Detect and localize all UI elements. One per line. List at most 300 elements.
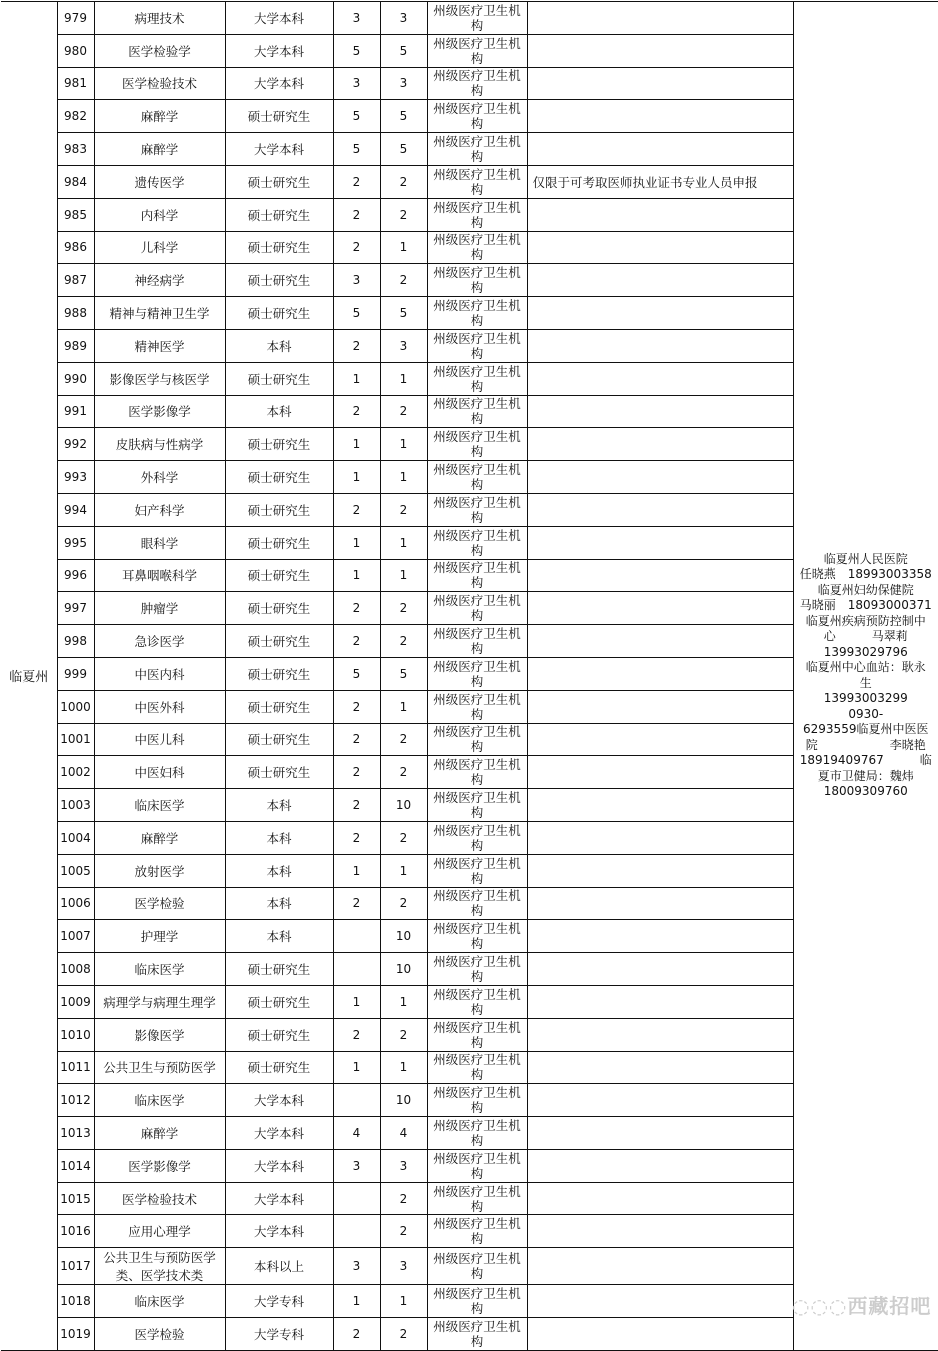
institution-type-cell: 州级医疗卫生机构 [427,985,527,1018]
quota-cell: 1 [380,690,427,723]
note-cell [527,67,793,100]
major-cell: 内科学 [94,198,225,231]
position-number: 1018 [57,1285,94,1318]
major-cell: 外科学 [94,461,225,494]
education-cell: 硕士研究生 [225,362,333,395]
note-cell [527,1084,793,1117]
position-number: 987 [57,264,94,297]
position-number: 1014 [57,1149,94,1182]
count-cell: 1 [333,559,380,592]
institution-type-cell: 州级医疗卫生机构 [427,559,527,592]
count-cell: 3 [333,1149,380,1182]
count-cell [333,953,380,986]
major-cell: 儿科学 [94,231,225,264]
major-cell: 麻醉学 [94,1117,225,1150]
note-cell [527,133,793,166]
note-cell [527,756,793,789]
position-number: 990 [57,362,94,395]
institution-type-cell: 州级医疗卫生机构 [427,821,527,854]
quota-cell: 1 [380,231,427,264]
quota-cell: 5 [380,657,427,690]
quota-cell: 2 [380,592,427,625]
education-cell: 大学本科 [225,67,333,100]
major-cell: 临床医学 [94,953,225,986]
count-cell: 3 [333,67,380,100]
position-number: 986 [57,231,94,264]
quota-cell: 2 [380,756,427,789]
position-number: 981 [57,67,94,100]
major-cell: 眼科学 [94,526,225,559]
note-cell [527,887,793,920]
major-cell: 医学检验 [94,887,225,920]
education-cell: 硕士研究生 [225,231,333,264]
institution-type-cell: 州级医疗卫生机构 [427,67,527,100]
major-cell: 妇产科学 [94,493,225,526]
count-cell: 5 [333,297,380,330]
count-cell: 3 [333,2,380,35]
quota-cell: 3 [380,1149,427,1182]
position-number: 998 [57,625,94,658]
count-cell: 2 [333,756,380,789]
major-cell: 中医内科 [94,657,225,690]
count-cell: 1 [333,985,380,1018]
position-number: 979 [57,2,94,35]
position-number: 1002 [57,756,94,789]
quota-cell: 3 [380,2,427,35]
quota-cell: 2 [380,1318,427,1351]
institution-type-cell: 州级医疗卫生机构 [427,920,527,953]
contact-line: 院 李晓艳 [805,737,926,752]
major-cell: 中医儿科 [94,723,225,756]
major-cell: 影像医学 [94,1018,225,1051]
count-cell: 5 [333,34,380,67]
major-cell: 皮肤病与性病学 [94,428,225,461]
education-cell: 本科 [225,854,333,887]
quota-cell: 5 [380,133,427,166]
position-number: 988 [57,297,94,330]
quota-cell: 3 [380,1248,427,1285]
education-cell: 硕士研究生 [225,198,333,231]
education-cell: 大学本科 [225,2,333,35]
quota-cell: 2 [380,165,427,198]
note-cell [527,100,793,133]
position-number: 989 [57,329,94,362]
institution-type-cell: 州级医疗卫生机构 [427,1117,527,1150]
major-cell: 临床医学 [94,789,225,822]
count-cell: 2 [333,165,380,198]
quota-cell: 1 [380,985,427,1018]
contact-line: 临夏州妇幼保健院 [817,582,914,597]
major-cell: 急诊医学 [94,625,225,658]
education-cell: 大学本科 [225,1215,333,1248]
note-cell [527,1149,793,1182]
institution-type-cell: 州级医疗卫生机构 [427,1051,527,1084]
education-cell: 本科以上 [225,1248,333,1285]
education-cell: 本科 [225,395,333,428]
major-cell: 医学检验 [94,1318,225,1351]
position-number: 1005 [57,854,94,887]
institution-type-cell: 州级医疗卫生机构 [427,297,527,330]
institution-type-cell: 州级医疗卫生机构 [427,329,527,362]
contact-line: 6293559临夏州中医医 [803,722,929,737]
quota-cell: 2 [380,625,427,658]
note-cell [527,461,793,494]
count-cell: 2 [333,789,380,822]
major-cell: 医学检验技术 [94,1182,225,1215]
institution-type-cell: 州级医疗卫生机构 [427,165,527,198]
contact-line: 18009309760 [823,784,908,799]
institution-type-cell: 州级医疗卫生机构 [427,887,527,920]
contact-cell [793,2,938,1351]
education-cell: 硕士研究生 [225,723,333,756]
note-cell [527,953,793,986]
contact-line: 临夏州疾病预防控制中 [805,613,926,628]
position-number: 1008 [57,953,94,986]
institution-type-cell: 州级医疗卫生机构 [427,1018,527,1051]
note-cell [527,428,793,461]
count-cell: 1 [333,526,380,559]
quota-cell: 3 [380,329,427,362]
major-cell: 麻醉学 [94,821,225,854]
count-cell: 2 [333,1018,380,1051]
institution-type-cell: 州级医疗卫生机构 [427,362,527,395]
note-cell [527,854,793,887]
contact-line: 13993003299 0930- [823,691,932,721]
education-cell: 硕士研究生 [225,1018,333,1051]
institution-type-cell: 州级医疗卫生机构 [427,723,527,756]
education-cell: 硕士研究生 [225,690,333,723]
note-cell [527,362,793,395]
position-number: 1004 [57,821,94,854]
major-cell: 临床医学 [94,1285,225,1318]
position-number: 1011 [57,1051,94,1084]
count-cell: 2 [333,723,380,756]
institution-type-cell: 州级医疗卫生机构 [427,789,527,822]
quota-cell: 1 [380,1051,427,1084]
position-number: 995 [57,526,94,559]
position-number: 982 [57,100,94,133]
note-cell [527,493,793,526]
major-cell: 医学检验学 [94,34,225,67]
major-cell: 护理学 [94,920,225,953]
education-cell: 硕士研究生 [225,1051,333,1084]
note-cell [527,690,793,723]
quota-cell: 1 [380,461,427,494]
count-cell: 1 [333,1051,380,1084]
education-cell: 硕士研究生 [225,428,333,461]
count-cell: 2 [333,1318,380,1351]
quota-cell: 2 [380,723,427,756]
education-cell: 硕士研究生 [225,592,333,625]
quota-cell: 10 [380,953,427,986]
institution-type-cell: 州级医疗卫生机构 [427,461,527,494]
major-cell: 放射医学 [94,854,225,887]
count-cell: 2 [333,198,380,231]
note-cell [527,2,793,35]
position-number: 1015 [57,1182,94,1215]
quota-cell: 3 [380,67,427,100]
note-cell [527,789,793,822]
quota-cell: 4 [380,1117,427,1150]
position-number: 994 [57,493,94,526]
position-number: 991 [57,395,94,428]
note-cell [527,657,793,690]
note-cell [527,1318,793,1351]
education-cell: 本科 [225,887,333,920]
major-cell: 精神与精神卫生学 [94,297,225,330]
position-number: 1016 [57,1215,94,1248]
count-cell: 2 [333,231,380,264]
note-cell [527,985,793,1018]
institution-type-cell: 州级医疗卫生机构 [427,1182,527,1215]
note-cell [527,920,793,953]
quota-cell: 1 [380,559,427,592]
major-cell: 公共卫生与预防医学类、医学技术类 [94,1248,225,1285]
position-number: 996 [57,559,94,592]
note-cell [527,723,793,756]
count-cell: 2 [333,592,380,625]
note-cell [527,329,793,362]
note-cell [527,34,793,67]
quota-cell: 1 [380,854,427,887]
quota-cell: 5 [380,100,427,133]
major-cell: 病理技术 [94,2,225,35]
position-number: 1003 [57,789,94,822]
institution-type-cell: 州级医疗卫生机构 [427,231,527,264]
count-cell: 1 [333,461,380,494]
count-cell: 3 [333,1248,380,1285]
count-cell: 2 [333,493,380,526]
education-cell: 大学本科 [225,34,333,67]
position-number: 1013 [57,1117,94,1150]
quota-cell: 2 [380,1215,427,1248]
major-cell: 医学检验技术 [94,67,225,100]
quota-cell: 2 [380,1018,427,1051]
major-cell: 公共卫生与预防医学 [94,1051,225,1084]
count-cell: 5 [333,657,380,690]
note-cell [527,625,793,658]
education-cell: 硕士研究生 [225,461,333,494]
education-cell: 硕士研究生 [225,526,333,559]
institution-type-cell: 州级医疗卫生机构 [427,1318,527,1351]
contact-line: 马晓丽 18093000371 [799,598,932,613]
position-number: 983 [57,133,94,166]
major-cell: 临床医学 [94,1084,225,1117]
major-cell: 医学影像学 [94,1149,225,1182]
note-cell [527,1051,793,1084]
position-number: 993 [57,461,94,494]
note-cell [527,231,793,264]
note-cell: 仅限于可考取医师执业证书专业人员申报 [527,165,793,198]
position-number: 999 [57,657,94,690]
note-cell [527,1182,793,1215]
note-cell [527,198,793,231]
note-cell [527,264,793,297]
major-cell: 医学影像学 [94,395,225,428]
education-cell: 硕士研究生 [225,100,333,133]
contact-line: 任晓燕 18993003358 [799,567,932,582]
major-cell: 肿瘤学 [94,592,225,625]
table-row [1,2,938,35]
quota-cell: 2 [380,493,427,526]
institution-type-cell: 州级医疗卫生机构 [427,690,527,723]
count-cell: 2 [333,887,380,920]
position-number: 1001 [57,723,94,756]
education-cell: 大学本科 [225,1084,333,1117]
quota-cell: 5 [380,297,427,330]
contact-line: 13993029796 [823,644,908,659]
institution-type-cell: 州级医疗卫生机构 [427,1215,527,1248]
quota-cell: 2 [380,198,427,231]
note-cell [527,297,793,330]
count-cell [333,1215,380,1248]
quota-cell: 2 [380,264,427,297]
position-number: 1012 [57,1084,94,1117]
contact-line: 心 马翠莉 [823,629,908,644]
quota-cell: 5 [380,34,427,67]
note-cell [527,395,793,428]
major-cell: 神经病学 [94,264,225,297]
note-cell [527,821,793,854]
institution-type-cell: 州级医疗卫生机构 [427,1149,527,1182]
count-cell: 1 [333,1285,380,1318]
count-cell: 2 [333,690,380,723]
contact-line: 临夏州中心血站：耿永 [805,660,926,675]
education-cell: 硕士研究生 [225,953,333,986]
quota-cell: 2 [380,1182,427,1215]
education-cell: 本科 [225,329,333,362]
institution-type-cell: 州级医疗卫生机构 [427,592,527,625]
institution-type-cell: 州级医疗卫生机构 [427,526,527,559]
count-cell: 5 [333,100,380,133]
quota-cell: 10 [380,789,427,822]
institution-type-cell: 州级医疗卫生机构 [427,264,527,297]
count-cell: 5 [333,133,380,166]
contact-line: 临夏州人民医院 [823,551,908,566]
institution-type-cell: 州级医疗卫生机构 [427,34,527,67]
institution-type-cell: 州级医疗卫生机构 [427,395,527,428]
count-cell: 3 [333,264,380,297]
institution-type-cell: 州级医疗卫生机构 [427,100,527,133]
position-number: 1006 [57,887,94,920]
region-cell: 临夏州 [1,2,57,1351]
major-cell: 病理学与病理生理学 [94,985,225,1018]
education-cell: 硕士研究生 [225,165,333,198]
note-cell [527,559,793,592]
education-cell: 本科 [225,789,333,822]
contact-line: 夏市卫健局：魏炜 [817,768,914,783]
institution-type-cell: 州级医疗卫生机构 [427,1248,527,1285]
major-cell: 中医妇科 [94,756,225,789]
major-cell: 麻醉学 [94,133,225,166]
education-cell: 硕士研究生 [225,559,333,592]
education-cell: 大学本科 [225,133,333,166]
position-number: 980 [57,34,94,67]
count-cell [333,1084,380,1117]
note-cell [527,526,793,559]
education-cell: 硕士研究生 [225,297,333,330]
education-cell: 硕士研究生 [225,657,333,690]
quota-cell: 2 [380,395,427,428]
position-number: 985 [57,198,94,231]
quota-cell: 1 [380,526,427,559]
education-cell: 硕士研究生 [225,625,333,658]
count-cell: 2 [333,821,380,854]
position-number: 1017 [57,1248,94,1285]
education-cell: 大学本科 [225,1117,333,1150]
institution-type-cell: 州级医疗卫生机构 [427,1285,527,1318]
count-cell: 1 [333,428,380,461]
institution-type-cell: 州级医疗卫生机构 [427,854,527,887]
institution-type-cell: 州级医疗卫生机构 [427,953,527,986]
major-cell: 麻醉学 [94,100,225,133]
position-number: 997 [57,592,94,625]
major-cell: 耳鼻咽喉科学 [94,559,225,592]
note-cell [527,592,793,625]
position-number: 992 [57,428,94,461]
note-cell [527,1117,793,1150]
position-number: 1010 [57,1018,94,1051]
position-number: 984 [57,165,94,198]
count-cell [333,1182,380,1215]
education-cell: 大学专科 [225,1318,333,1351]
count-cell: 2 [333,625,380,658]
contact-line: 生 [859,675,872,690]
position-number: 1009 [57,985,94,1018]
recruitment-table [1,1,938,1351]
major-cell: 中医外科 [94,690,225,723]
count-cell: 1 [333,854,380,887]
education-cell: 本科 [225,821,333,854]
note-cell [527,1215,793,1248]
education-cell: 硕士研究生 [225,493,333,526]
quota-cell: 1 [380,1285,427,1318]
count-cell: 4 [333,1117,380,1150]
major-cell: 遗传医学 [94,165,225,198]
institution-type-cell: 州级医疗卫生机构 [427,428,527,461]
note-cell [527,1018,793,1051]
note-cell [527,1285,793,1318]
position-number: 1007 [57,920,94,953]
institution-type-cell: 州级医疗卫生机构 [427,133,527,166]
institution-type-cell: 州级医疗卫生机构 [427,2,527,35]
note-cell [527,1248,793,1285]
institution-type-cell: 州级医疗卫生机构 [427,198,527,231]
position-number: 1000 [57,690,94,723]
quota-cell: 1 [380,362,427,395]
education-cell: 大学本科 [225,1149,333,1182]
position-number: 1019 [57,1318,94,1351]
quota-cell: 10 [380,920,427,953]
major-cell: 应用心理学 [94,1215,225,1248]
institution-type-cell: 州级医疗卫生机构 [427,1084,527,1117]
count-cell [333,920,380,953]
major-cell: 精神医学 [94,329,225,362]
quota-cell: 2 [380,821,427,854]
watermark-logo: ◌◌◌西藏招吧 [792,1294,932,1318]
institution-type-cell: 州级医疗卫生机构 [427,756,527,789]
institution-type-cell: 州级医疗卫生机构 [427,625,527,658]
quota-cell: 1 [380,428,427,461]
education-cell: 硕士研究生 [225,264,333,297]
education-cell: 硕士研究生 [225,756,333,789]
institution-type-cell: 州级医疗卫生机构 [427,493,527,526]
education-cell: 本科 [225,920,333,953]
education-cell: 硕士研究生 [225,985,333,1018]
major-cell: 影像医学与核医学 [94,362,225,395]
education-cell: 大学专科 [225,1285,333,1318]
quota-cell: 2 [380,887,427,920]
